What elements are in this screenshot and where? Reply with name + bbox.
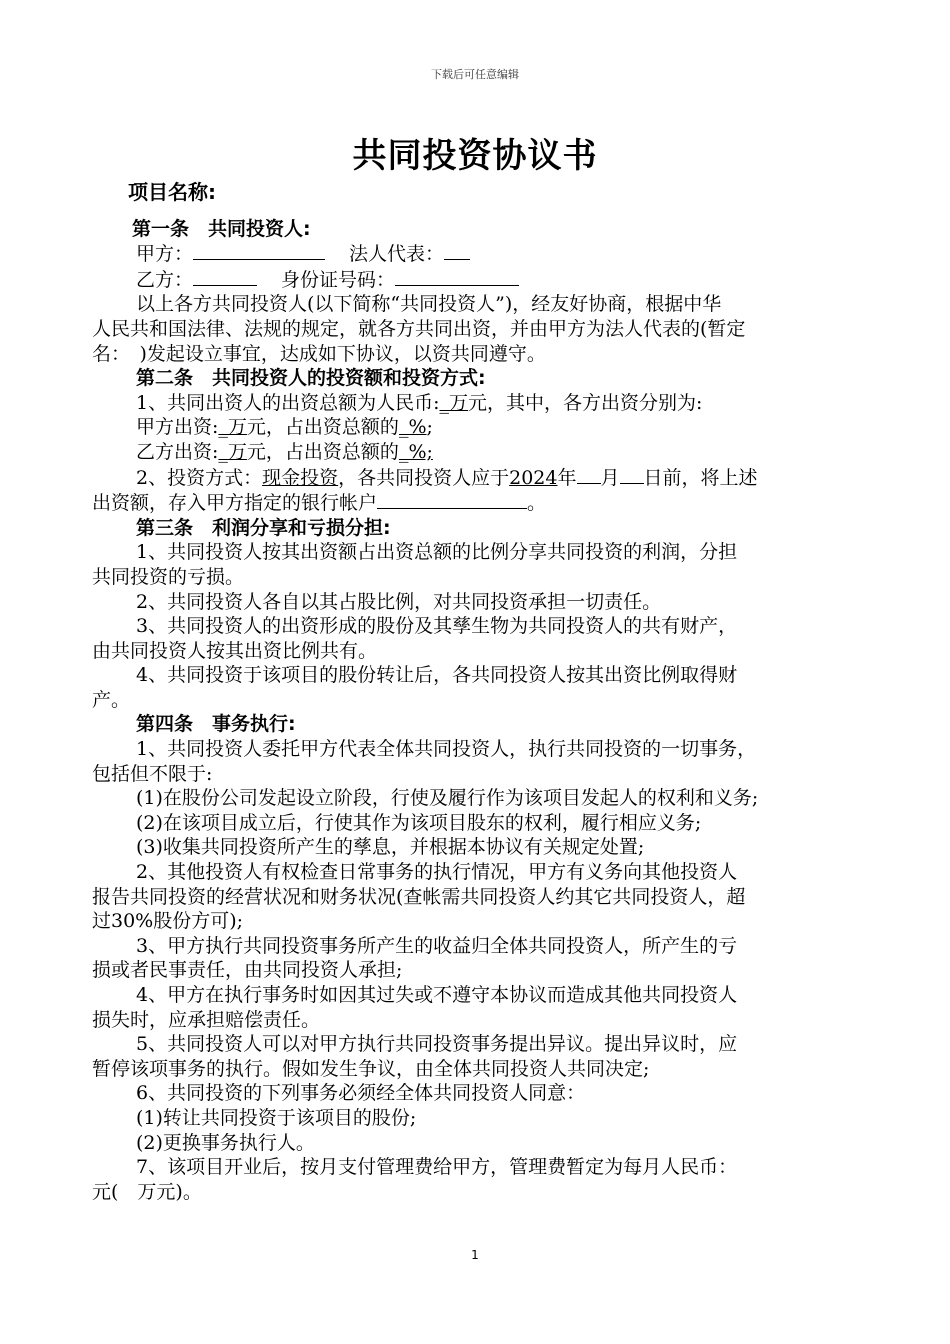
party-a-contribution-end: ; bbox=[426, 416, 433, 439]
document-title: 共同投资协议书 bbox=[352, 136, 598, 176]
party-a-contribution bbox=[92, 415, 882, 440]
article-1-heading: 第一条 共同投资人: bbox=[132, 217, 311, 240]
document-body bbox=[92, 180, 882, 1204]
article-3-p3-line-1: 3、共同投资人的出资形成的股份及其孳生物为共同投资人的共有财产， bbox=[136, 615, 738, 638]
id-number-label: 身份证号码： bbox=[281, 268, 396, 291]
total-contribution-text: 1、共同出资人的出资总额为人民币: bbox=[136, 391, 440, 414]
party-a-label: 甲方： bbox=[136, 243, 194, 266]
article-4-p4-line-2: 损失时，应承担赔偿责任。 bbox=[92, 1008, 321, 1031]
article-4-p3-line-1: 3、甲方执行共同投资事务所产生的收益归全体共同投资人，所产生的亏 bbox=[136, 934, 738, 957]
bank-account-text: 出资额，存入甲方指定的银行帐户 bbox=[92, 492, 378, 515]
article-3-heading: 第三条 利润分享和亏损分担: bbox=[136, 516, 391, 539]
legal-rep-label: 法人代表： bbox=[349, 243, 445, 266]
party-b-contribution-percent: _%; bbox=[398, 440, 433, 463]
total-contribution-text-end: 元，其中，各方出资分别为: bbox=[468, 391, 703, 414]
legal-rep-blank bbox=[444, 241, 470, 260]
article-2-item-2-line-2 bbox=[92, 490, 882, 516]
article-4-p5-line-1: 5、共同投资人可以对甲方执行共同投资事务提出异议。提出异议时，应 bbox=[136, 1033, 738, 1056]
article-4-sub-1: (1)在股份公司发起设立阶段，行使及履行作为该项目发起人的权利和义务; bbox=[136, 787, 759, 810]
article-4-p5-line-2: 暂停该项事务的执行。假如发生争议，由全体共同投资人共同决定; bbox=[92, 1057, 650, 1080]
party-a-contribution-text: 元，占出资总额的 bbox=[246, 416, 399, 439]
party-b-label: 乙方： bbox=[136, 268, 194, 291]
article-4-sub-3: (3)收集共同投资所产生的孳息，并根据本协议有关规定处置; bbox=[136, 836, 645, 859]
article-4-p3-line-2: 损或者民事责任，由共同投资人承担; bbox=[92, 959, 403, 982]
id-number-blank bbox=[395, 267, 519, 286]
article-4-p6: 6、共同投资的下列事务必须经全体共同投资人同意： bbox=[136, 1082, 586, 1105]
article-3-p4-line-2: 产。 bbox=[92, 688, 131, 711]
party-b-contribution-label: 乙方出资: bbox=[136, 440, 219, 463]
article-3-p2: 2、共同投资人各自以其占股比例，对共同投资承担一切责任。 bbox=[136, 590, 662, 613]
article-4-p2-line-3: 过30%股份方可); bbox=[92, 910, 244, 933]
year-label: 年 bbox=[557, 466, 577, 489]
party-b-contribution-text: 元，占出资总额的 bbox=[246, 440, 399, 463]
party-a-blank bbox=[193, 241, 325, 260]
bank-account-end: 。 bbox=[527, 492, 547, 515]
day-label: 日前，将上述 bbox=[643, 466, 758, 489]
article-2-item-2-line-1 bbox=[92, 465, 882, 491]
article-4-sub-2: (2)在该项目成立后，行使其作为该项目股东的权利，履行相应义务; bbox=[136, 811, 702, 834]
article-3-p4-line-1: 4、共同投资于该项目的股份转让后，各共同投资人按其出资比例取得财 bbox=[136, 664, 738, 687]
investment-year: 2024 bbox=[509, 466, 558, 489]
party-a-line bbox=[92, 241, 882, 267]
article-4-p2-line-1: 2、其他投资人有权检查日常事务的执行情况，甲方有义务向其他投资人 bbox=[136, 861, 738, 884]
party-b-blank bbox=[193, 267, 257, 286]
article-4-p4-line-1: 4、甲方在执行事务时如因其过失或不遵守本协议而造成其他共同投资人 bbox=[136, 984, 738, 1006]
investment-method-value: 现金投资 bbox=[262, 466, 339, 489]
article-4-heading: 第四条 事务执行: bbox=[136, 713, 296, 736]
party-b-contribution-amount: _万 bbox=[218, 440, 247, 463]
article-4-p6-sub-1: (1)转让共同投资于该项目的股份; bbox=[136, 1106, 417, 1129]
party-b-contribution bbox=[92, 440, 882, 465]
article-4-p1-line-1: 1、共同投资人委托甲方代表全体共同投资人，执行共同投资的一切事务， bbox=[136, 738, 757, 761]
total-contribution-amount: _万 bbox=[439, 391, 469, 414]
investment-deadline-text: ，各共同投资人应于 bbox=[338, 466, 510, 489]
header-note: 下载后可任意编辑 bbox=[431, 68, 519, 81]
article-1-para-line-1: 以上各方共同投资人(以下简称“共同投资人”)，经友好协商，根据中华 bbox=[136, 293, 722, 316]
article-4-p7-line-2: 元( 万元)。 bbox=[92, 1180, 202, 1203]
article-4-p6-sub-2: (2)更换事务执行人。 bbox=[136, 1131, 315, 1154]
day-blank bbox=[620, 465, 644, 484]
bank-account-blank bbox=[377, 490, 527, 509]
party-a-contribution-label: 甲方出资: bbox=[136, 416, 219, 439]
page-number: 1 bbox=[471, 1248, 479, 1262]
party-b-line bbox=[92, 267, 882, 293]
article-1-para-line-3: 名： )发起设立事宜，达成如下协议，以资共同遵守。 bbox=[92, 342, 546, 365]
party-a-contribution-amount: _万 bbox=[218, 416, 247, 439]
month-blank bbox=[577, 465, 601, 484]
month-label: 月 bbox=[600, 466, 620, 489]
article-3-p1-line-2: 共同投资的亏损。 bbox=[92, 565, 245, 588]
project-name-label: 项目名称: bbox=[128, 180, 216, 204]
article-4-p1-line-2: 包括但不限于: bbox=[92, 762, 213, 785]
investment-method-label: 2、投资方式： bbox=[136, 466, 263, 489]
party-a-contribution-percent: _% bbox=[398, 416, 427, 439]
article-4-p2-line-2: 报告共同投资的经营状况和财务状况(查帐需共同投资人约其它共同投资人，超 bbox=[92, 885, 746, 908]
article-2-heading: 第二条 共同投资人的投资额和投资方式: bbox=[136, 367, 486, 390]
article-1-para-line-2: 人民共和国法律、法规的规定，就各方共同出资，并由甲方为法人代表的(暂定 bbox=[92, 317, 746, 340]
article-3-p3-line-2: 由共同投资人按其出资比例共有。 bbox=[92, 639, 378, 662]
article-3-p1-line-1: 1、共同投资人按其出资额占出资总额的比例分享共同投资的利润，分担 bbox=[136, 541, 738, 564]
article-4-p7-line-1: 7、该项目开业后，按月支付管理费给甲方，管理费暂定为每月人民币： bbox=[136, 1156, 738, 1179]
article-2-item-1 bbox=[92, 391, 882, 416]
